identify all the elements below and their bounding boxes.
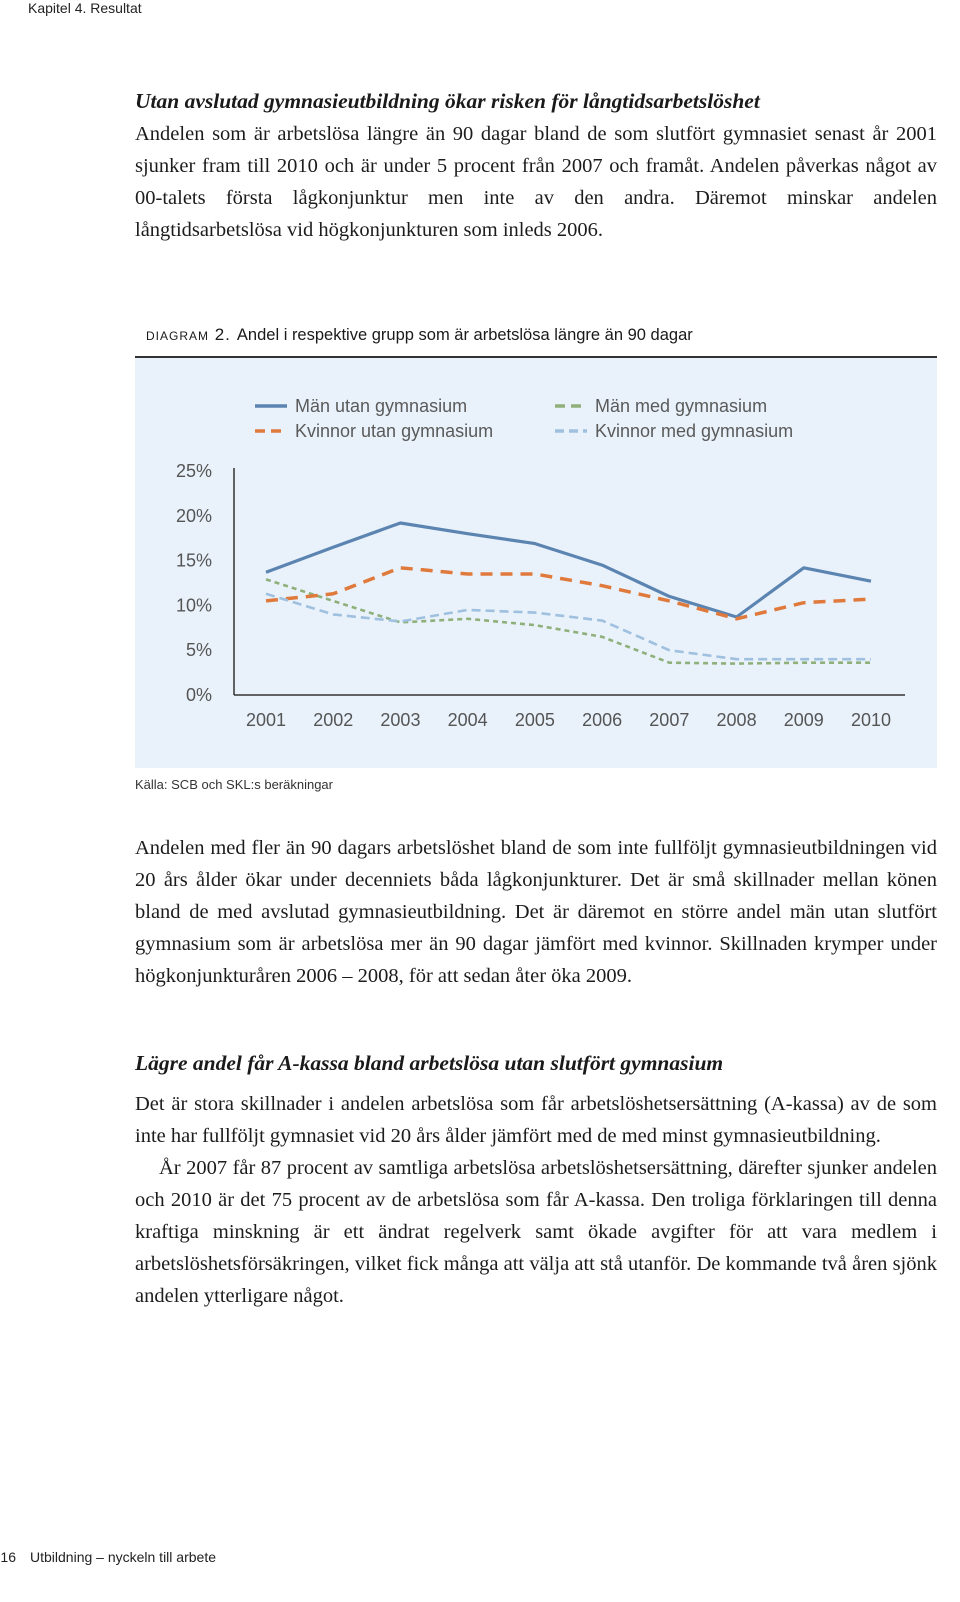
- legend-label: Kvinnor utan gymnasium: [295, 421, 494, 441]
- series-line: [266, 579, 871, 663]
- line-chart: [135, 358, 937, 768]
- section-1: [135, 86, 937, 246]
- y-tick-label: 25%: [175, 461, 212, 481]
- legend-label: Kvinnor med gymnasium: [595, 421, 794, 441]
- section-heading-1: Utan avslutad gymnasieutbildning ökar risken för långtidsarbetslöshet: [135, 89, 760, 113]
- legend-label: Män med gymnasium: [595, 396, 768, 416]
- paragraph-4: År 2007 får 87 procent av samtliga arbetslösa arbetslöshetsersättning, därefter sjunker andelen och 2010 är det 75 procent av de arbetslösa som får A-kassa. Den troliga förklaringen till denna kraftiga minskning är ett ändrat regelverk samt ökade avgifter för att vara medlem i arbetslöshetsförsäkringen, vilket fick många att välja att stå utanför. De kommande två åren sjönk andelen ytterligare något.: [135, 1157, 937, 1307]
- x-tick-label: 2006: [582, 710, 623, 730]
- y-tick-label: 15%: [175, 550, 212, 571]
- x-tick-label: 2004: [447, 710, 488, 730]
- section-2: [135, 832, 937, 992]
- x-tick-label: 2003: [380, 710, 421, 730]
- x-tick-label: 2010: [850, 710, 892, 730]
- chart-source: Källa: SCB och SKL:s beräkningar: [135, 777, 333, 792]
- x-tick-label: 2005: [514, 710, 555, 730]
- y-tick-label: 0%: [185, 685, 212, 705]
- page-number: 16: [0, 1549, 16, 1565]
- y-tick-label: 10%: [175, 595, 212, 616]
- y-tick-label: 5%: [185, 640, 212, 661]
- section-heading-2: Lägre andel får A-kassa bland arbetslösa utan slutfört gymnasium: [135, 1051, 724, 1075]
- diagram-title: [146, 325, 936, 345]
- y-tick-label: 20%: [175, 505, 212, 526]
- series-line: [266, 568, 871, 619]
- x-tick-label: 2002: [313, 710, 354, 730]
- paragraph-2: Andelen med fler än 90 dagars arbetslöshet bland de som inte fullföljt gymnasieutbildningen vid 20 års ålder ökar under decenniets båda lågkonjunkturer. Det är små skillnader mellan könen bland de med avslutad gymnasieutbildning. Det är däremot en större andel män utan slutfört gymnasium som är arbetslösa mer än 90 dagar jämfört med kvinnor. Skillnaden krymper under högkonjunkturåren 2006 – 2008, för att sedan åter öka 2009.: [135, 837, 937, 987]
- diagram-title-text: Andel i respektive grupp som är arbetslösa längre än 90 dagar: [236, 326, 693, 344]
- x-tick-label: 2007: [649, 710, 690, 730]
- diagram-label: diagram 2.: [146, 325, 231, 344]
- x-tick-label: 2001: [245, 710, 287, 730]
- chart-container: [135, 358, 937, 768]
- series-line: [266, 594, 871, 659]
- paragraph-3: Det är stora skillnader i andelen arbetslösa som får arbetslöshetsersättning (A-kassa) av de som inte har fullföljt gymnasiet vid 20 års ålder jämfört med de med minst gymnasieutbildning.: [135, 1093, 937, 1147]
- section-3: [135, 1048, 937, 1312]
- running-head: Kapitel 4. Resultat: [28, 0, 142, 16]
- series-line: [266, 523, 871, 617]
- x-tick-label: 2009: [783, 710, 824, 730]
- legend-label: Män utan gymnasium: [295, 396, 468, 416]
- footer-title: Utbildning – nyckeln till arbete: [30, 1549, 216, 1565]
- paragraph-1: Andelen som är arbetslösa längre än 90 dagar bland de som slutfört gymnasiet senast år 2001 sjunker fram till 2010 och är under 5 procent från 2007 och framåt. Andelen påverkas något av 00-talets första lågkonjunktur men inte av den andra. Däremot minskar andelen långtidsarbetslösa vid högkonjunkturen som inleds 2006.: [135, 123, 937, 241]
- x-tick-label: 2008: [716, 710, 757, 730]
